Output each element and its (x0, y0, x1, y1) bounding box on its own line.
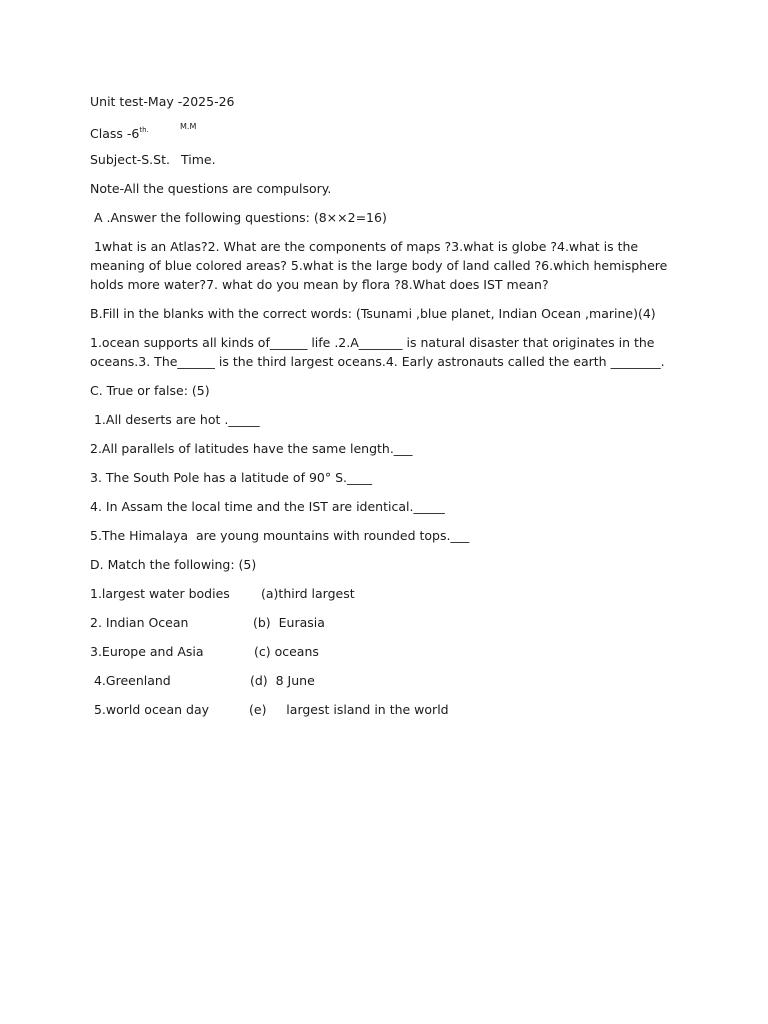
class-superscript: th. (139, 126, 149, 134)
section-d-heading: D. Match the following: (5) (90, 557, 257, 572)
class-line (90, 121, 149, 143)
match-left-item: 1.largest water bodies (90, 586, 230, 601)
match-right-item: (c) oceans (254, 644, 319, 659)
match-left-item: 2. Indian Ocean (90, 615, 189, 630)
section-b-questions: 1.ocean supports all kinds of______ life .2.A_______ is natural disaster that originates in the oceans.3. The______ is the third largest oceans.4. Early astronauts called the earth ________. (90, 335, 665, 369)
match-right-item: (d) 8 June (250, 673, 315, 688)
match-left-item: 3.Europe and Asia (90, 644, 204, 659)
note-line: Note-All the questions are compulsory. (90, 181, 332, 196)
true-false-item: 5.The Himalaya are young mountains with rounded tops.___ (90, 528, 470, 543)
true-false-item: 2.All parallels of latitudes have the same length.___ (90, 441, 413, 456)
test-title: Unit test-May -2025-26 (90, 94, 235, 109)
section-b-heading: B.Fill in the blanks with the correct words: (Tsunami ,blue planet, Indian Ocean ,marine)(4) (90, 306, 656, 321)
match-right-item: (b) Eurasia (253, 615, 325, 630)
true-false-item: 4. In Assam the local time and the IST are identical._____ (90, 499, 445, 514)
match-right-item: (e) largest island in the world (249, 702, 449, 717)
match-left-item: 4.Greenland (90, 673, 171, 688)
true-false-item: 3. The South Pole has a latitude of 90° S.____ (90, 470, 372, 485)
section-a-heading: A .Answer the following questions: (8××2=16) (90, 210, 387, 225)
class-label: Class -6 (90, 126, 140, 141)
time-label: Time. (181, 152, 216, 167)
section-a-questions: 1what is an Atlas?2. What are the components of maps ?3.what is globe ?4.what is the meaning of blue colored areas? 5.what is the large body of land called ?6.which hemisphere holds more water?7. what do you mean by flora ?8.What does IST mean? (90, 239, 672, 292)
subject-line: Subject-S.St. (90, 152, 170, 167)
true-false-item: 1.All deserts are hot ._____ (90, 412, 260, 427)
match-right-item: (a)third largest (261, 586, 355, 601)
max-marks-label: M.M (180, 122, 197, 131)
match-left-item: 5.world ocean day (90, 702, 210, 717)
section-c-heading: C. True or false: (5) (90, 383, 210, 398)
